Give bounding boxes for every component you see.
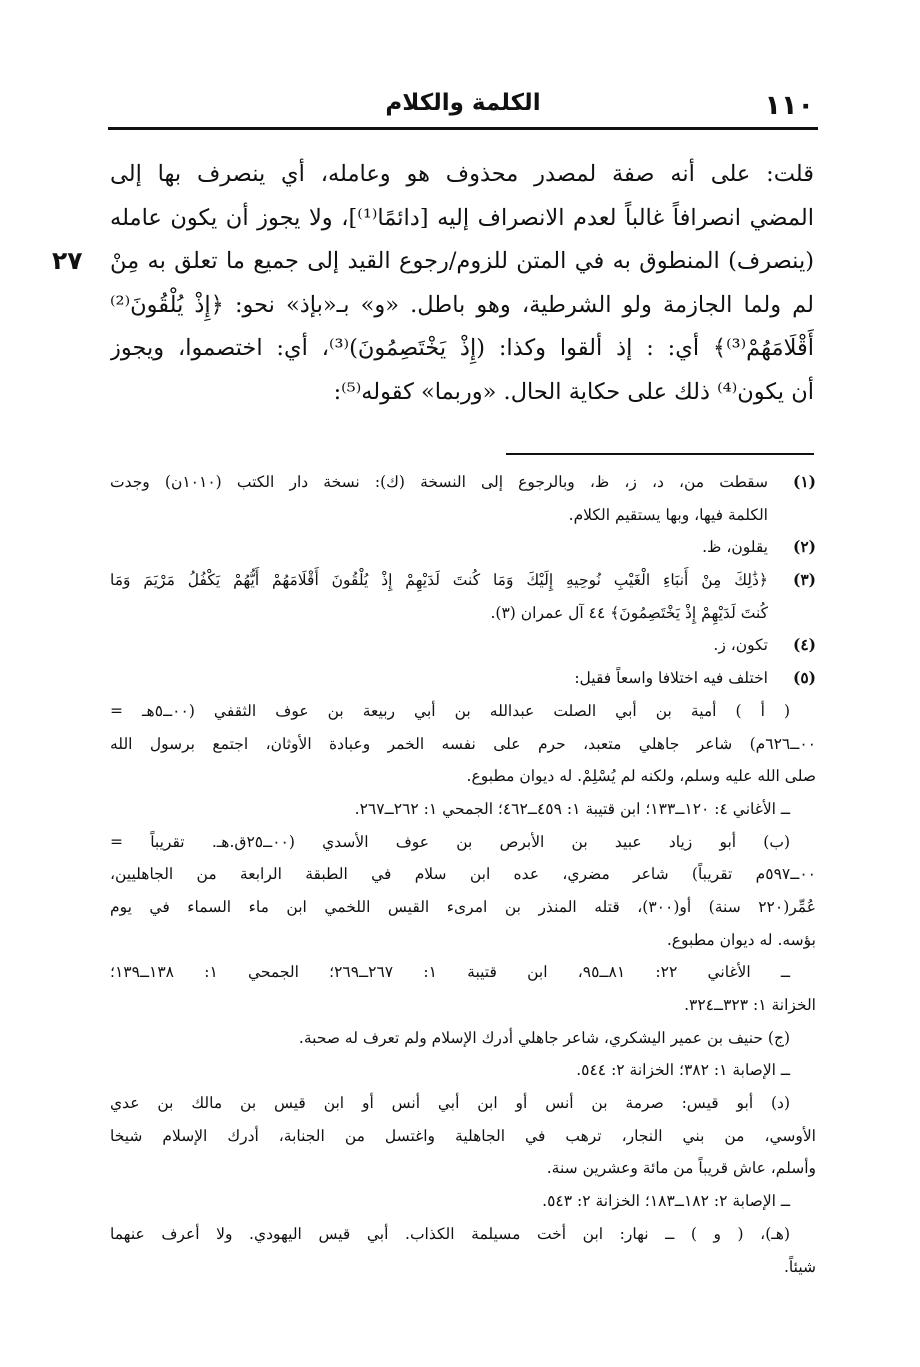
poet-entry-line: شيئاً. — [784, 1257, 816, 1276]
footnote-line: يقلون، ظ. — [702, 538, 768, 557]
main-text-line: أن يكون⁽⁴⁾ ذلك على حكاية الحال. «وربما» كقوله⁽⁵⁾: — [333, 378, 814, 405]
poet-entry-line: بؤسه. له ديوان مطبوع. — [666, 930, 816, 949]
main-text-line: أَقْلَامَهُمْ⁽³⁾﴾ أي: : إذ ألقوا وكذا: (إِذْ يَخْتَصِمُونَ)⁽³⁾، أي: اختصموا، ويجوز — [110, 335, 814, 361]
running-title: الكلمة والكلام — [385, 90, 541, 116]
poet-reference: ــ الأغاني ٢٢: ٨١ــ٩٥، ابن قتيبة ١: ٢٦٧ــ٢٦٩؛ الجمحي ١: ١٣٨ــ١٣٩؛ — [110, 963, 791, 982]
footnote-line: اختلف فيه اختلافا واسعاً فقيل: — [574, 669, 768, 688]
footnote-line: تكون، ز. — [713, 636, 768, 655]
poet-entry-line: (ج) حنيف بن عمير اليشكري، شاعر جاهلي أدرك الإسلام ولم تعرف له صحبة. — [298, 1028, 790, 1047]
poet-reference: ــ الإصابة ١: ٣٨٢؛ الخزانة ٢: ٥٤٤. — [576, 1061, 790, 1080]
page-header — [108, 88, 818, 128]
poet-entry-line: (هـ)، ( و ) ــ نهار: ابن أخت مسيلمة الكذاب. أبي قيس اليهودي. ولا أعرف عنهما — [110, 1224, 790, 1243]
footnote-line: الكلمة فيها، وبها يستقيم الكلام. — [568, 505, 768, 524]
poet-entry-line: ٠٠ــ٥٩٧م تقريباً) شاعر مضري، عده ابن سلام في الطبقة الرابعة من الجاهليين، — [110, 865, 816, 884]
page-number: ١١٠ — [764, 90, 814, 121]
footnote-number: (٤) — [792, 635, 816, 655]
poet-entry-line: الأوسي، من بني النجار، ترهب في الجاهلية واغتسل من الجنابة، أدرك الإسلام شيخا — [110, 1126, 816, 1145]
main-text-line: قلت: على أنه صفة لمصدر محذوف هو وعامله، أي ينصرف بها إلى — [110, 161, 814, 187]
poet-reference: ــ الإصابة ٢: ١٨٢ــ١٨٣؛ الخزانة ٢: ٥٤٣. — [542, 1192, 790, 1211]
poet-reference: الخزانة ١: ٣٢٣ــ٣٢٤. — [684, 996, 816, 1014]
footnote-line: سقطت من، د، ز، ظ، وبالرجوع إلى النسخة (ك): نسخة دار الكتب (١٠١٠ن) وجدت — [110, 473, 768, 491]
footnote-5-details — [110, 695, 816, 1283]
main-text-line: (ينصرف) المنطوق به في المتن للزوم/رجوع القيد إلى جميع ما تعلق به مِنْ — [110, 248, 814, 274]
footnote-5 — [110, 662, 816, 695]
footnote-number: (٢) — [792, 537, 816, 557]
poet-entry-line: صلى الله عليه وسلم، ولكنه لم يُسْلِمْ. له ديوان مطبوع. — [466, 767, 816, 786]
poet-entry-line: ٠٠ــ٦٢٦م) شاعر جاهلي متعبد، حرم على نفسه الخمر وعبادة الأوثان، اجتمع برسول الله — [110, 734, 816, 753]
footnote-4 — [110, 629, 816, 662]
footnote-separator — [506, 453, 814, 455]
main-text-line: لم ولما الجازمة ولو الشرطية، وهو باطل. «و» بـ«بإذ» نحو: ﴿إِذْ يُلْقُونَ⁽²⁾ — [110, 291, 814, 318]
footnote-3 — [110, 564, 816, 629]
poet-entry-line: (ب) أبو زياد عبيد بن الأبرص بن عوف الأسدي (٠٠ــ٢٥ق.هـ. تقريباً = — [110, 832, 790, 851]
footnotes — [110, 466, 816, 1283]
poet-entry-line: ( أ ) أمية بن أبي الصلت عبدالله بن أبي ربيعة بن عوف الثقفي (٠٠ــ٥هـ = — [110, 701, 790, 720]
poet-reference: ــ الأغاني ٤: ١٢٠ــ١٣٣؛ ابن قتيبة ١: ٤٥٩ــ٤٦٢؛ الجمحي ١: ٢٦٢ــ٢٦٧. — [354, 799, 790, 818]
header-rule — [108, 127, 818, 130]
margin-number: ٢٧ — [52, 246, 83, 275]
poet-entry-line: (د) أبو قيس: صرمة بن أنس أو ابن أبي أنس أو ابن قيس بن مالك بن عدي — [110, 1094, 790, 1113]
footnote-number: (١) — [792, 472, 816, 491]
footnote-number: (٣) — [792, 570, 816, 590]
main-text-line: المضي انصرافاً غالباً لعدم الانصراف إليه [دائمًا⁽¹⁾]، ولا يجوز أن يكون عامله — [110, 204, 814, 231]
footnote-2 — [110, 531, 816, 564]
main-text — [110, 153, 814, 414]
footnote-1 — [110, 466, 816, 531]
poet-entry-line: وأسلم، عاش قريباً من مائة وعشرين سنة. — [546, 1159, 816, 1178]
footnote-line: كُنتَ لَدَيْهِمْ إِذْ يَخْتَصِمُونَ﴾ ٤٤ آل عمران (٣). — [490, 603, 768, 622]
poet-entry-line: عُمِّر(٢٢٠ سنة) أو(٣٠٠)، قتله المنذر بن امرىء القيس اللخمي ابن ماء السماء في يوم — [110, 897, 816, 916]
footnote-number: (٥) — [792, 668, 816, 688]
footnote-line: ﴿ذَٰلِكَ مِنْ أَنبَاءِ الْغَيْبِ نُوحِيهِ إِلَيْكَ وَمَا كُنتَ لَدَيْهِمْ إِذْ يُلْقُونَ أَقْلَامَهُمْ أَيُّهُمْ يَكْفُلُ مَرْيَمَ وَمَا — [110, 571, 768, 590]
